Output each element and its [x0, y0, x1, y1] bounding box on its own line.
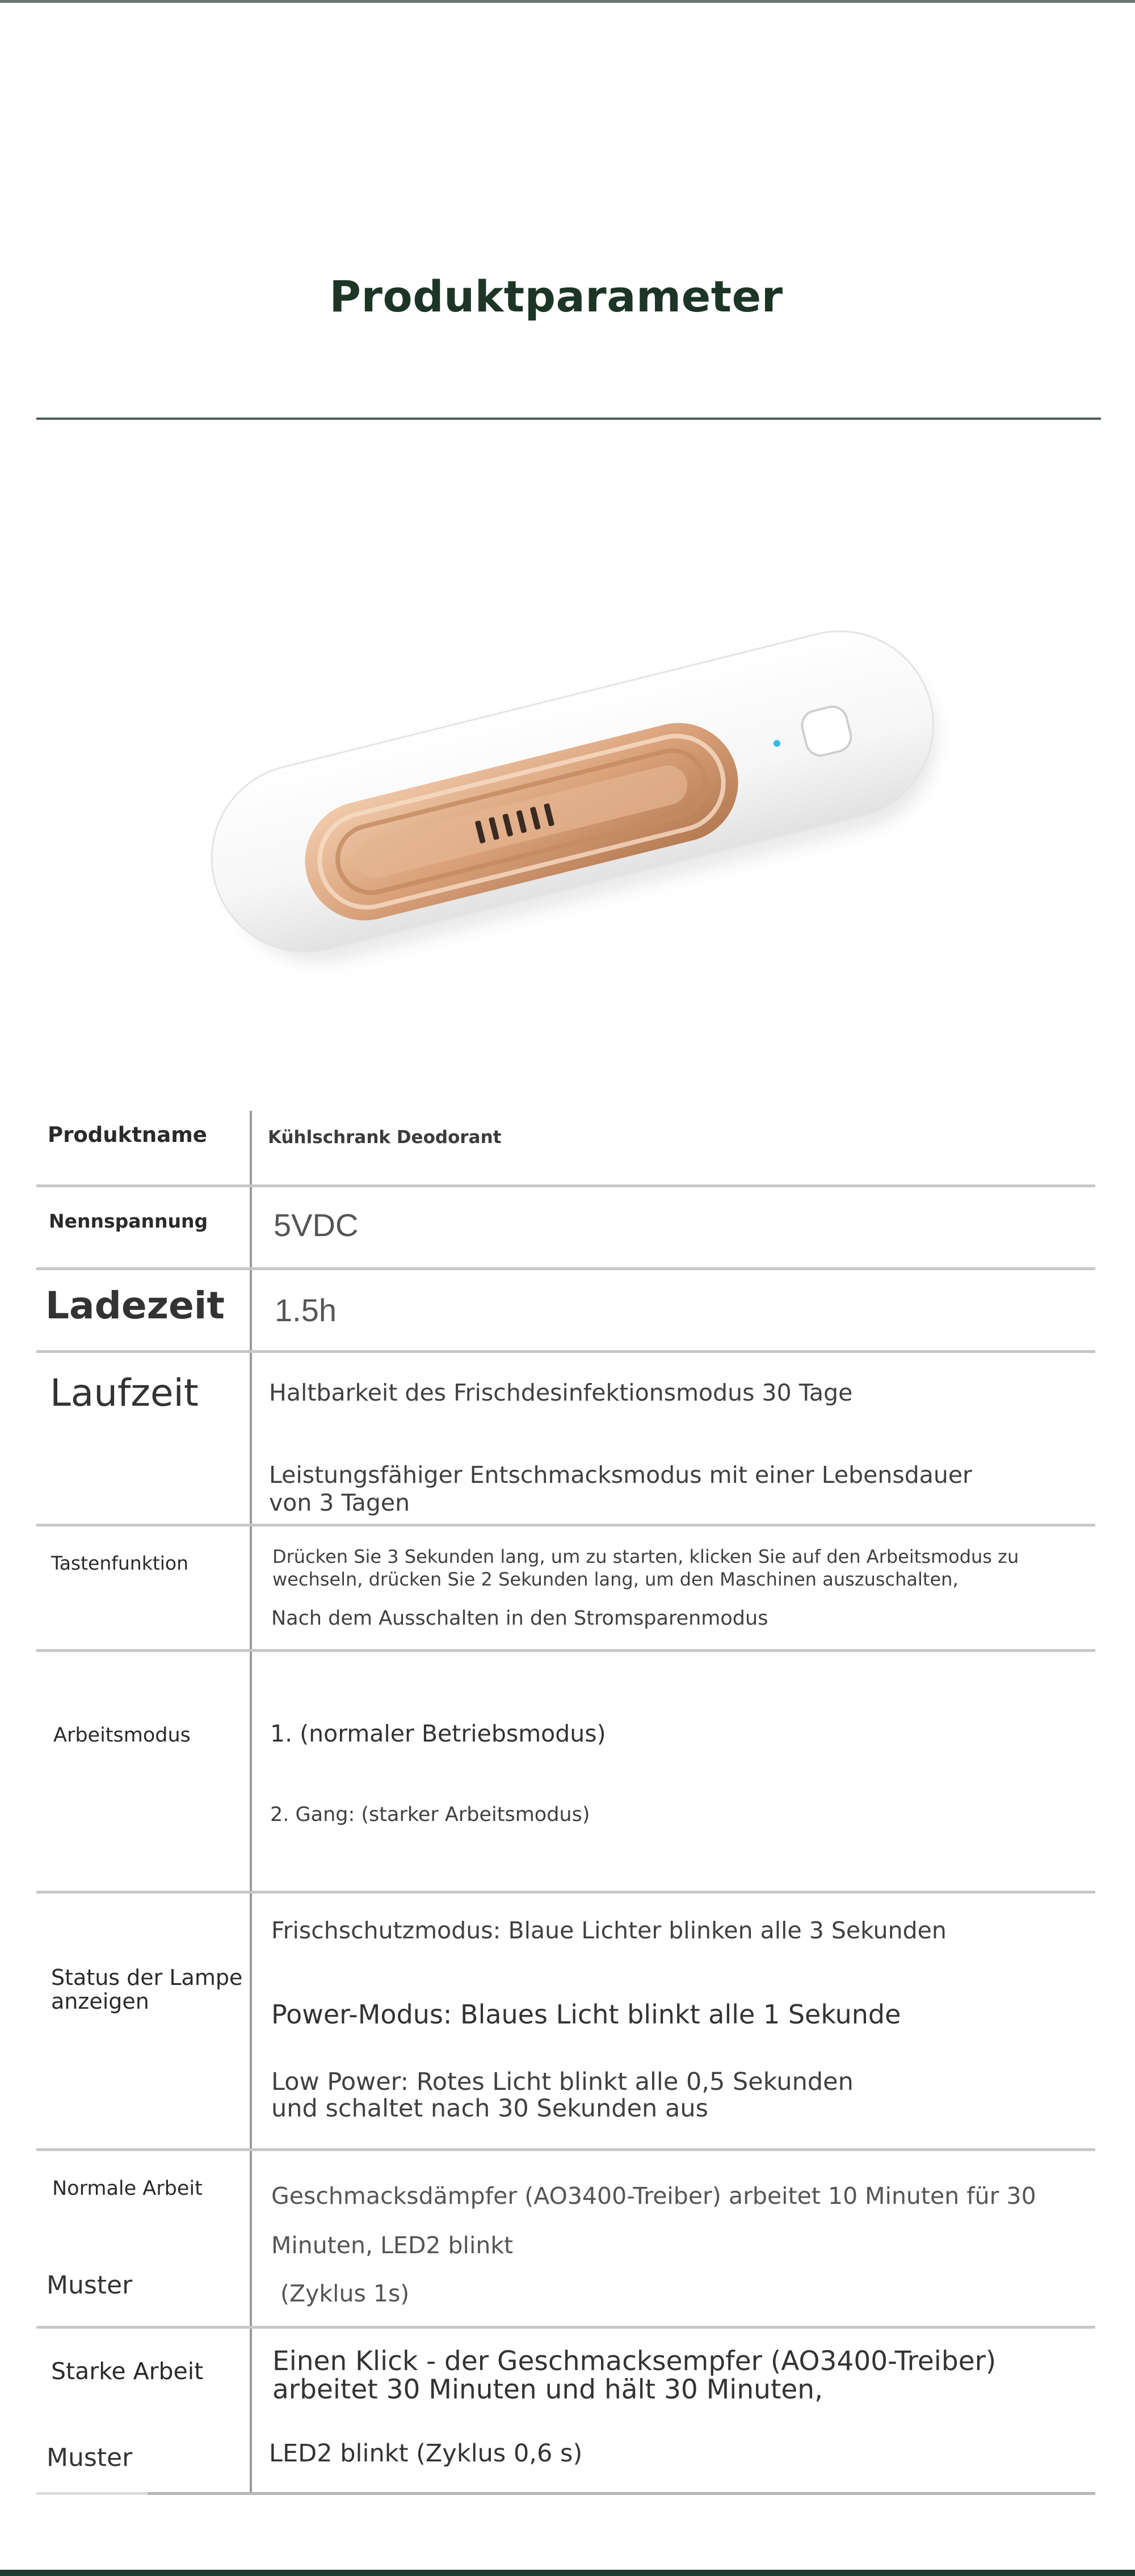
value-starke-arbeit-2: arbeitet 30 Minuten und hält 30 Minuten,: [272, 2374, 823, 2405]
value-arbeitsmodus-1: 1. (normaler Betriebsmodus): [270, 1720, 606, 1747]
value-laufzeit-3: von 3 Tagen: [269, 1489, 410, 1516]
label-produktname: Produktname: [48, 1123, 207, 1147]
table-column-divider: [250, 1111, 252, 2495]
row-divider: [36, 1267, 1095, 1270]
label-ladezeit: Ladezeit: [45, 1284, 225, 1327]
value-produktname: Kühlschrank Deodorant: [268, 1127, 502, 1148]
title-divider: [36, 418, 1101, 420]
value-tastenfunktion-1: Drücken Sie 3 Sekunden lang, um zu starten, klicken Sie auf den Arbeitsmodus zu: [272, 1546, 1019, 1567]
value-tastenfunktion-3: Nach dem Ausschalten in den Stromsparenmodus: [271, 1607, 768, 1630]
label-starke-arbeit: Starke Arbeit: [51, 2358, 204, 2385]
value-laufzeit-2: Leistungsfähiger Entschmacksmodus mit einer Lebensdauer: [269, 1461, 972, 1489]
value-nennspannung: 5VDC: [274, 1207, 359, 1243]
value-starke-arbeit-3: LED2 blinkt (Zyklus 0,6 s): [269, 2439, 583, 2468]
row-divider: [36, 1524, 1095, 1527]
row-divider: [36, 2326, 1095, 2329]
table-bottom-border: [36, 2492, 1095, 2495]
value-starke-arbeit-1: Einen Klick - der Geschmacksempfer (AO3400-Treiber): [272, 2346, 997, 2377]
value-laufzeit-1: Haltbarkeit des Frischdesinfektionsmodus 30 Tage: [269, 1379, 853, 1406]
row-divider: [36, 2148, 1095, 2151]
label-starke-arbeit-2: Muster: [47, 2443, 133, 2472]
label-normale-arbeit-2: Muster: [47, 2271, 133, 2300]
value-normale-arbeit-1: Geschmacksdämpfer (AO3400-Treiber) arbeitet 10 Minuten für 30: [271, 2182, 1036, 2210]
top-border: [0, 0, 1135, 3]
row-divider: [36, 1891, 1095, 1894]
row-divider: [36, 1184, 1095, 1187]
label-arbeitsmodus: Arbeitsmodus: [53, 1724, 191, 1747]
row-divider: [36, 1649, 1095, 1652]
value-status-lampe-2: Power-Modus: Blaues Licht blinkt alle 1 Sekunde: [271, 1999, 901, 2030]
label-tastenfunktion: Tastenfunktion: [51, 1552, 189, 1574]
page-title: Produktparameter: [329, 271, 783, 322]
value-normale-arbeit-3: (Zyklus 1s): [280, 2280, 410, 2307]
label-nennspannung: Nennspannung: [49, 1210, 208, 1232]
value-tastenfunktion-2: wechseln, drücken Sie 2 Sekunden lang, um den Maschinen auszuschalten,: [272, 1569, 959, 1590]
footer-bar: [0, 2570, 1135, 2576]
value-arbeitsmodus-2: 2. Gang: (starker Arbeitsmodus): [270, 1803, 590, 1826]
value-status-lampe-1: Frischschutzmodus: Blaue Lichter blinken alle 3 Sekunden: [271, 1917, 947, 1944]
row-divider: [36, 1350, 1095, 1353]
label-status-lampe-2: anzeigen: [51, 1989, 149, 2014]
value-normale-arbeit-2: Minuten, LED2 blinkt: [271, 2232, 514, 2259]
value-status-lampe-3: Low Power: Rotes Licht blinkt alle 0,5 Sekunden: [271, 2068, 854, 2096]
value-ladezeit: 1.5h: [275, 1292, 337, 1328]
label-normale-arbeit: Normale Arbeit: [52, 2177, 203, 2200]
label-status-lampe-1: Status der Lampe: [51, 1965, 243, 1990]
label-laufzeit: Laufzeit: [50, 1371, 199, 1415]
product-image: [182, 607, 965, 981]
value-status-lampe-4: und schaltet nach 30 Sekunden aus: [271, 2094, 708, 2123]
